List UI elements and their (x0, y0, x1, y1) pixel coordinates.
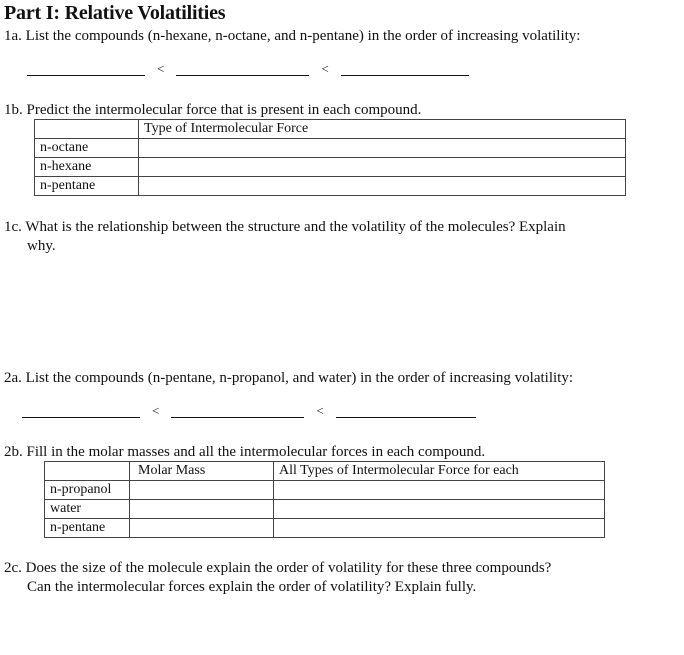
table1-corner-cell (35, 120, 139, 139)
question-2b: 2b. Fill in the molar masses and all the intermolecular forces in each compound. (4, 444, 486, 460)
answer-2a-blank-1[interactable] (22, 404, 140, 418)
less-than-sign: < (321, 61, 329, 76)
question-1a: 1a. List the compounds (n-hexane, n-octane, and n-pentane) in the order of increasing volatility: (4, 28, 581, 44)
answer-2a-blank-3[interactable] (336, 404, 476, 418)
question-1c-line-2: why. (27, 238, 56, 254)
question-2c-line-1: 2c. Does the size of the molecule explain the order of volatility for these three compounds? (4, 560, 552, 576)
less-than-sign: < (316, 403, 324, 418)
table2-row-label: n-propanol (45, 481, 130, 500)
table2-row-label: n-pentane (45, 519, 130, 538)
table1-header-force: Type of Intermolecular Force (139, 120, 626, 139)
table2-corner-cell (45, 462, 130, 481)
less-than-sign: < (157, 61, 165, 76)
intermolecular-force-table-1 (34, 119, 626, 196)
answer-1a-blank-1[interactable] (27, 62, 145, 76)
page-title: Part I: Relative Volatilities (4, 2, 226, 24)
table1-answer-cell[interactable] (139, 139, 626, 158)
answer-2c-area[interactable] (27, 602, 627, 650)
table1-answer-cell[interactable] (139, 177, 626, 196)
less-than-sign: < (152, 403, 160, 418)
answer-1a-blank-2[interactable] (176, 62, 309, 76)
table1-row-label: n-hexane (35, 158, 139, 177)
table2-molar-mass-cell[interactable] (130, 481, 274, 500)
question-1c-line-1: 1c. What is the relationship between the structure and the volatility of the molecules? Explain (4, 219, 566, 235)
answer-1a-blank-3[interactable] (341, 62, 469, 76)
table2-forces-cell[interactable] (274, 519, 605, 538)
answer-1a-blanks (27, 62, 469, 81)
table1-answer-cell[interactable] (139, 158, 626, 177)
table2-molar-mass-cell[interactable] (130, 500, 274, 519)
question-2c-line-2: Can the intermolecular forces explain the order of volatility? Explain fully. (27, 579, 477, 595)
intermolecular-force-table-2 (44, 461, 605, 538)
table1-row-label: n-octane (35, 139, 139, 158)
question-1b: 1b. Predict the intermolecular force that is present in each compound. (4, 102, 422, 118)
question-2a: 2a. List the compounds (n-pentane, n-propanol, and water) in the order of increasing volatility: (4, 370, 573, 386)
table2-header-forces: All Types of Intermolecular Force for each (274, 462, 605, 481)
table1-row-label: n-pentane (35, 177, 139, 196)
table2-row-label: water (45, 500, 130, 519)
answer-1c-area[interactable] (27, 262, 627, 362)
answer-2a-blanks (22, 404, 476, 423)
table2-forces-cell[interactable] (274, 500, 605, 519)
answer-2a-blank-2[interactable] (171, 404, 304, 418)
table2-molar-mass-cell[interactable] (130, 519, 274, 538)
table2-header-molar-mass: Molar Mass (130, 462, 274, 481)
table2-forces-cell[interactable] (274, 481, 605, 500)
